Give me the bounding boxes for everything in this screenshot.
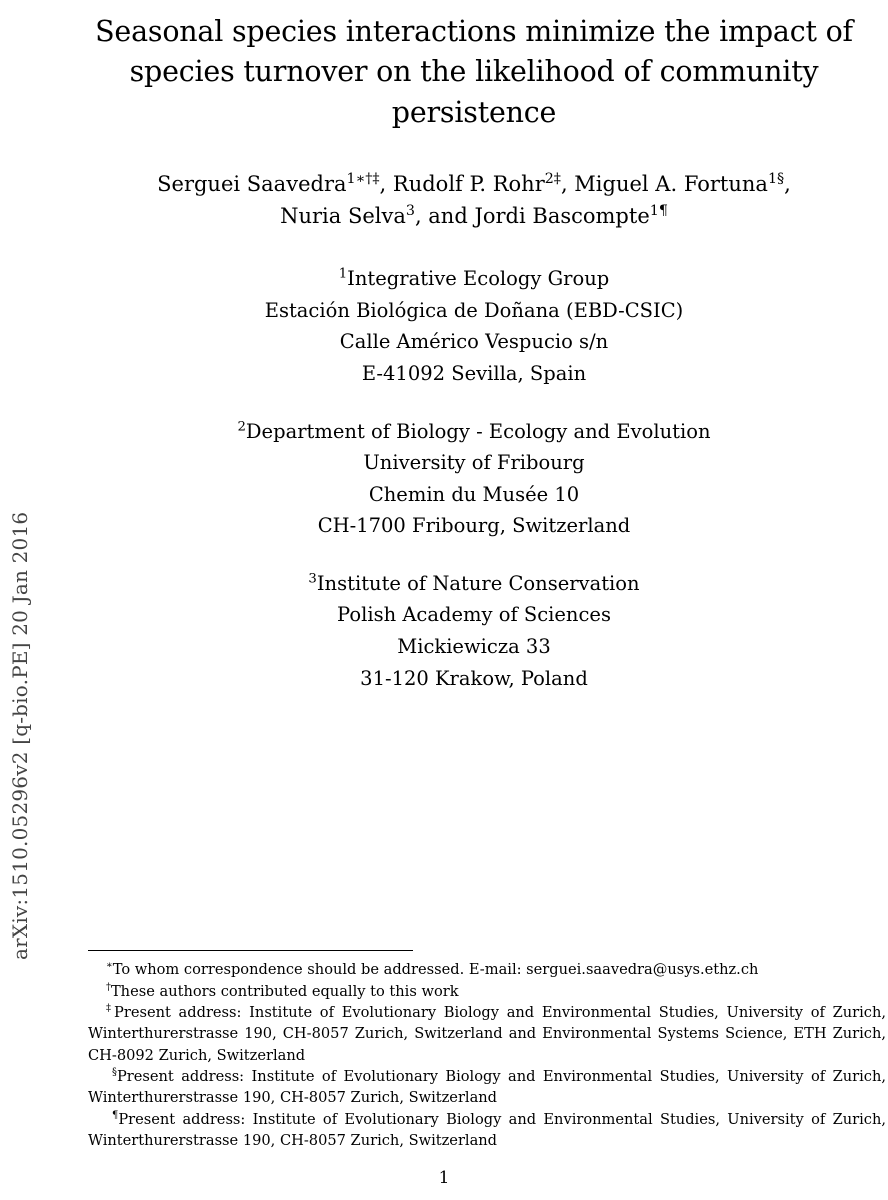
footnote-2	[88, 981, 886, 1002]
author-fortuna: , Miguel A. Fortuna	[560, 172, 768, 197]
footnote-2-text: These authors contributed equally to this work	[110, 982, 459, 1000]
page-title: Seasonal species interactions minimize the impact of species turnover on the likelihood of community persistence	[95, 15, 853, 129]
footnote-5-text: Present address: Institute of Evolutionary Biology and Environmental Studies, University of Zurich, Winterthurerstrasse 190, CH-8057 Zurich, Switzerland	[88, 1111, 886, 1150]
author-saavedra: Serguei Saavedra	[157, 172, 347, 197]
author-line1-comma: ,	[784, 172, 791, 197]
affiliation-3-text-1: Institute of Nature Conservation	[316, 571, 640, 595]
arxiv-stamp: arXiv:1510.05296v2 [q-bio.PE] 20 Jan 2016	[8, 511, 32, 960]
footnote-1-text: To whom correspondence should be addressed. E-mail: serguei.saavedra@usys.ethz.ch	[112, 961, 759, 978]
footnote-3-marker: ‡	[106, 1003, 115, 1015]
affiliation-2-line-2: University of Fribourg	[363, 451, 585, 475]
affiliation-2-marker: 2	[237, 419, 246, 435]
author-list	[88, 169, 860, 233]
affiliation-2-line-1	[88, 416, 860, 448]
page-number: 1	[438, 1168, 450, 1188]
affiliation-2-text-1: Department of Biology - Ecology and Evolution	[245, 419, 711, 443]
author-selva-marker: 3	[405, 203, 415, 220]
author-line-1	[88, 169, 860, 201]
footnote-area	[88, 950, 888, 1152]
author-line-2	[88, 201, 860, 233]
footnote-4-text: Present address: Institute of Evolutionary Biology and Environmental Studies, University of Zurich, Winterthurerstrasse 190, CH-8057 Zurich, Switzerland	[88, 1068, 886, 1107]
affiliation-2-line-3: Chemin du Musée 10	[368, 482, 580, 506]
author-saavedra-marker: 1∗†‡	[346, 171, 380, 188]
affiliation-3-marker: 3	[308, 571, 317, 587]
footnote-1	[88, 959, 886, 980]
footnote-2-marker: †	[106, 981, 111, 993]
affiliation-3-line-1	[88, 568, 860, 600]
footnote-5-marker: ¶	[112, 1110, 119, 1122]
footnote-4	[88, 1066, 886, 1108]
author-bascompte: , and Jordi Bascompte	[414, 204, 650, 229]
footnote-divider	[88, 950, 413, 951]
author-rohr-marker: 2‡	[544, 171, 561, 188]
affiliation-3	[88, 568, 860, 694]
footnote-3-text: Present address: Institute of Evolutionary Biology and Environmental Studies, University of Zurich, Winterthurerstrasse 190, CH-8057 Zurich, Switzerland and Environmental Systems Science, ETH Zurich, CH-8092 Zurich, Switzerland	[88, 1004, 887, 1064]
author-fortuna-marker: 1§	[767, 171, 785, 188]
affiliation-1-text-1: Integrative Ecology Group	[347, 267, 610, 291]
affiliation-1-marker: 1	[338, 266, 348, 282]
affiliation-3-line-3: Mickiewicza 33	[397, 635, 551, 658]
affiliation-1	[88, 263, 860, 389]
affiliation-1-line-4: E-41092 Sevilla, Spain	[361, 361, 587, 385]
footnote-5	[88, 1109, 886, 1151]
affiliation-3-line-2: Polish Academy of Sciences	[337, 603, 611, 627]
footnote-3	[88, 1002, 886, 1065]
author-selva: Nuria Selva	[280, 204, 406, 229]
author-rohr: , Rudolf P. Rohr	[379, 172, 545, 197]
footnote-1-marker: ∗	[106, 960, 113, 972]
footnote-list	[88, 959, 886, 1151]
author-bascompte-marker: 1¶	[649, 203, 668, 220]
affiliation-1-line-2: Estación Biológica de Doñana (EBD-CSIC)	[264, 298, 684, 322]
affiliation-2-line-4: CH-1700 Fribourg, Switzerland	[317, 514, 631, 538]
affiliation-1-line-3: Calle Américo Vespucio s/n	[339, 330, 609, 354]
affiliation-3-line-4: 31-120 Krakow, Poland	[360, 666, 588, 690]
affiliation-2	[88, 416, 860, 542]
footnote-4-marker: §	[112, 1067, 117, 1079]
affiliation-1-line-1	[88, 263, 860, 295]
